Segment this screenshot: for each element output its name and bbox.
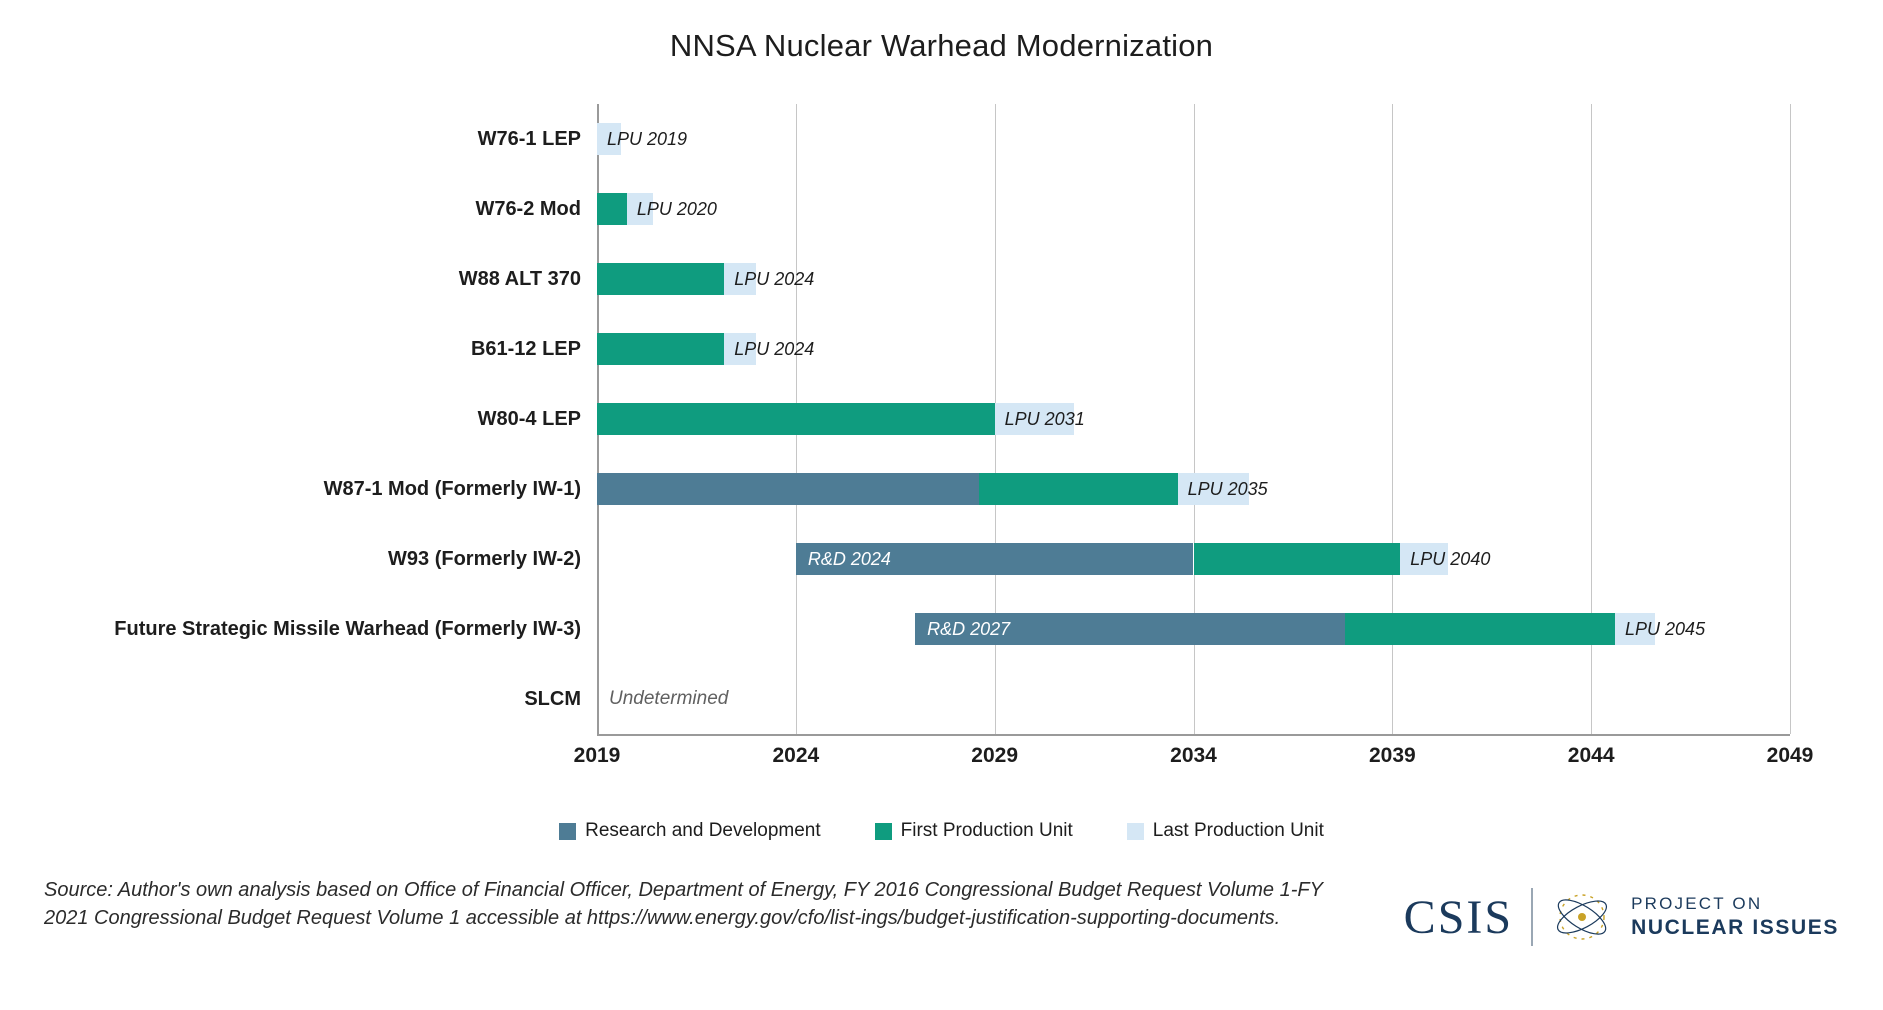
bar-segment-fpu: [979, 473, 1178, 505]
x-tick-label: 2044: [1567, 744, 1615, 767]
x-tick-label: 2024: [772, 744, 820, 767]
poni-emblem-icon: [1551, 886, 1613, 948]
category-label: W80-4 LEP: [477, 408, 581, 430]
legend-label: Research and Development: [585, 820, 821, 841]
legend-swatch: [875, 823, 892, 840]
chart-row: [524, 664, 1790, 734]
bar-segment-fpu: [1194, 543, 1401, 575]
plot-area: [114, 104, 1814, 767]
source-note: Source: Author's own analysis based on Office of Financial Officer, Department of Energy, FY 2016 Congressional Budget Request Volume 1-FY 2021 Congressional Budget Request Volume 1 accessible at https://www.energy.gov/cfo/list-ings/budget-justification-supporting-documents.: [44, 879, 1323, 930]
row-note: Undetermined: [609, 688, 729, 709]
lpu-label: LPU 2035: [1187, 479, 1268, 499]
poni-line-2: NUCLEAR ISSUES: [1631, 915, 1839, 939]
category-label: Future Strategic Missile Warhead (Formerly IW-3): [114, 618, 581, 640]
poni-line-1: PROJECT ON: [1631, 894, 1763, 914]
chart-row: [477, 104, 1790, 174]
poni-wordmark: [1631, 893, 1839, 941]
rd-start-label: R&D 2027: [927, 619, 1011, 639]
bar-segment-fpu: [597, 403, 995, 435]
chart-row: [458, 244, 1790, 314]
x-tick-label: 2019: [573, 744, 621, 767]
category-label: W88 ALT 370: [458, 268, 581, 290]
x-tick-label: 2049: [1766, 744, 1814, 767]
legend-item: [875, 820, 1073, 842]
bar-segment-rd: [597, 473, 979, 505]
lpu-label: LPU 2031: [1004, 409, 1085, 429]
category-label: B61-12 LEP: [470, 338, 581, 360]
chart-title: NNSA Nuclear Warhead Modernization: [669, 28, 1214, 63]
lpu-label: LPU 2024: [734, 269, 815, 289]
bar-segment-fpu: [597, 193, 627, 225]
chart-row: [477, 384, 1790, 454]
legend-swatch: [1127, 823, 1144, 840]
category-label: W87-1 Mod (Formerly IW-1): [323, 478, 581, 500]
x-axis-line: [597, 734, 1790, 736]
chart-row: [323, 454, 1790, 524]
legend-item: [559, 820, 821, 842]
lpu-label: LPU 2019: [607, 129, 688, 149]
x-tick-label: 2039: [1368, 744, 1416, 767]
csis-wordmark: CSIS: [1403, 890, 1514, 944]
bar-segment-fpu: [597, 263, 724, 295]
lpu-label: LPU 2020: [636, 199, 717, 219]
legend-swatch: [559, 823, 576, 840]
csis-poni-logo: [1404, 886, 1839, 948]
chart-row: [388, 524, 1790, 594]
x-tick-label: 2029: [971, 744, 1019, 767]
bar-segment-fpu: [1345, 613, 1615, 645]
chart-row: [114, 594, 1790, 664]
category-label: W93 (Formerly IW-2): [388, 548, 581, 570]
x-tick-label: 2034: [1170, 744, 1217, 767]
lpu-label: LPU 2040: [1410, 549, 1491, 569]
lpu-label: LPU 2024: [734, 339, 815, 359]
chart-legend: [0, 820, 1883, 842]
chart-row: [470, 314, 1790, 384]
legend-label: First Production Unit: [900, 820, 1073, 841]
gridline: [1790, 104, 1791, 734]
bar-segment-fpu: [597, 333, 724, 365]
chart-row: [475, 174, 1790, 244]
legend-label: Last Production Unit: [1152, 820, 1324, 841]
rd-start-label: R&D 2024: [807, 549, 891, 569]
lpu-label: LPU 2045: [1625, 619, 1706, 639]
category-label: W76-1 LEP: [477, 128, 581, 150]
category-label: SLCM: [524, 688, 581, 710]
logo-divider: [1531, 888, 1533, 946]
legend-item: [1127, 820, 1324, 842]
category-label: W76-2 Mod: [475, 198, 581, 220]
